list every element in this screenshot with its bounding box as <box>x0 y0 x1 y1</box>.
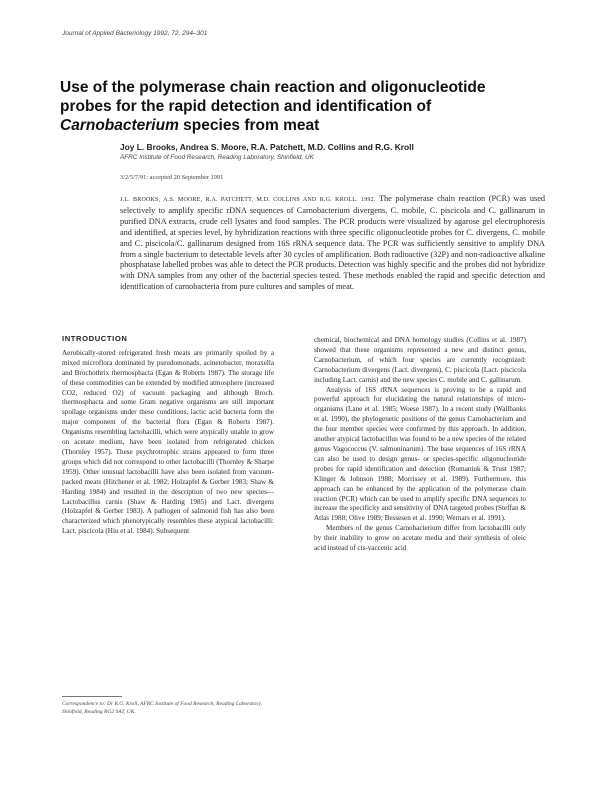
paper-title <box>60 78 530 135</box>
body-paragraph: chemical, biochemical and DNA homology studies (Collins et al. 1987) showed that these organisms represented a new and distinct genus, Carnobacterium, of which four species are currently recognized: Carnobacterium divergens (Lact. divergens), C. piscicola (Lact. piscicola including Lact. carnis) and the new species C. mobile and C. gallinarum. <box>314 336 526 384</box>
title-line: Use of the polymerase chain reaction and oligonucleotide <box>60 79 486 96</box>
body-paragraph: Aerobically-stored refrigerated fresh meats are primarily spoiled by a mixed microflora dominated by pseudomonads, acinetobacter, moraxella and Brochothrix thermosphacta (Egan & Roberts 1987). The storage life of these commodities can be extended by modified atmosphere (increased CO2, reduced O2) of vacuum packaging and although Broch. thermosphacta and some Gram negative organisms are still important spoilage organisms under these conditions, lactic acid bacteria form the major component of the bacterial flora (Egan & Roberts 1987). Organisms resembling lactobacilli, which were atypically unable to grow on acetate medium, have been isolated from refrigerated chicken (Thornley 1957). These psychrotrophic strains appeared to form three groups which did not correspond to other lactobacilli (Thornley & Sharpe 1959). Other unusual lactobacilli have also been isolated from vacuum-packed meats (Hitchener et al. 1982; Holzapfel & Gerber 1983; Shaw & Harding 1984) and resulted in the description of two new species—Lactobacillus carnis (Shaw & Harding 1985) and Lact. divergens (Holzapfel & Gerber 1983). A pathogen of salmonid fish has also been characterized which phenotypically resembles these atypical lactobacilli: Lact. piscicola (Hiu et al. 1984). Subsequent <box>62 348 274 536</box>
right-column <box>314 336 526 554</box>
authors: Joy L. Brooks, Andrea S. Moore, R.A. Patchett, M.D. Collins and R.G. Kroll <box>120 142 414 152</box>
correspondence-footnote: Correspondence to: Dr R.G. Kroll, AFRC Institute of Food Research, Reading Laboratory, Shinfield, Reading RG2 9AT, UK. <box>62 701 263 715</box>
affiliation: AFRC Institute of Food Research, Reading Laboratory, Shinfield, UK <box>120 154 314 161</box>
journal-citation: Journal of Applied Bacteriology 1992, 72, 294–301 <box>62 30 208 37</box>
body-paragraph: Analysis of 16S rRNA sequences is proving to be a rapid and powerful approach for elucidating the natural relationships of micro-organisms (Lane et al. 1985; Woese 1987). In a recent study (Wallbanks et al. 1990), the phylogenetic positions of the genus Carnobacterium and the four member species were confirmed by this approach. In addition, another atypical lactobacillus was found to be a new species of the related genus Vagococcus (V. salmoninarum). The base sequences of 16S rRNA can also be used to design genus- or species-specific oligonucleotide probes for rapid identification and detection (Romaniuk & Trust 1987; Klinger & Johnson 1988; Morrissey et al. 1989). Furthermore, this approach can be enhanced by the application of the polymerase chain reaction (PCR) which can be used to amplify specific DNA sequences to increase the specificity and sensitivity of DNA targeted probes (Steffan & Atlas 1988; Olive 1989; Bessesen et al. 1990; Wernars et al. 1991). <box>314 385 526 523</box>
body-paragraph: Members of the genus Carnobacterium differ from lactobacilli only by their inability to grow on acetate media and their synthesis of oleic acid instead of cis-vaccenic acid <box>314 524 526 553</box>
title-line: Carnobacterium species from meat <box>60 117 320 134</box>
section-heading-introduction: INTRODUCTION <box>62 334 128 343</box>
received-date: 3/2/5/7/91: accepted 20 September 1991 <box>120 174 224 181</box>
left-column <box>62 334 274 537</box>
abstract-text: The polymerase chain reaction (PCR) was used selectively to amplify specific rDNA sequences of Carnobacterium divergens, C. mobile, C. piscicola and C. gallinarum in purified DNA extracts, crude cell lysates and food samples. The PCR products were visualized by agarose gel electrophoresis and identified, at species level, by hybridization reactions with three specific oligonucleotide probes for C. divergens, C. mobile and C. piscicola/C. gallinarum designed from 16S rRNA sequence data. The PCR was sufficiently sensitive to amplify DNA from a single bacterium to detectable levels after 30 cycles of amplification. Both radioactive (32P) and non-radioactive alkaline phosphatase labelled probes was able to detect the PCR products. Detection was highly specific and the probes did not hybridize with DNA samples from any other of the bacterial species tested. These methods enabled the rapid and specific detection and identification of carnobacteria from pure cultures and samples of meat. <box>120 194 545 292</box>
abstract-lead: J.L. BROOKS, A.S. MOORE, R.A. PATCHETT, M.D. COLLINS AND R.G. KROLL. 1992. <box>120 197 376 203</box>
footnote-divider <box>62 696 122 697</box>
abstract <box>120 194 545 293</box>
title-line: probes for the rapid detection and identification of <box>60 98 432 115</box>
